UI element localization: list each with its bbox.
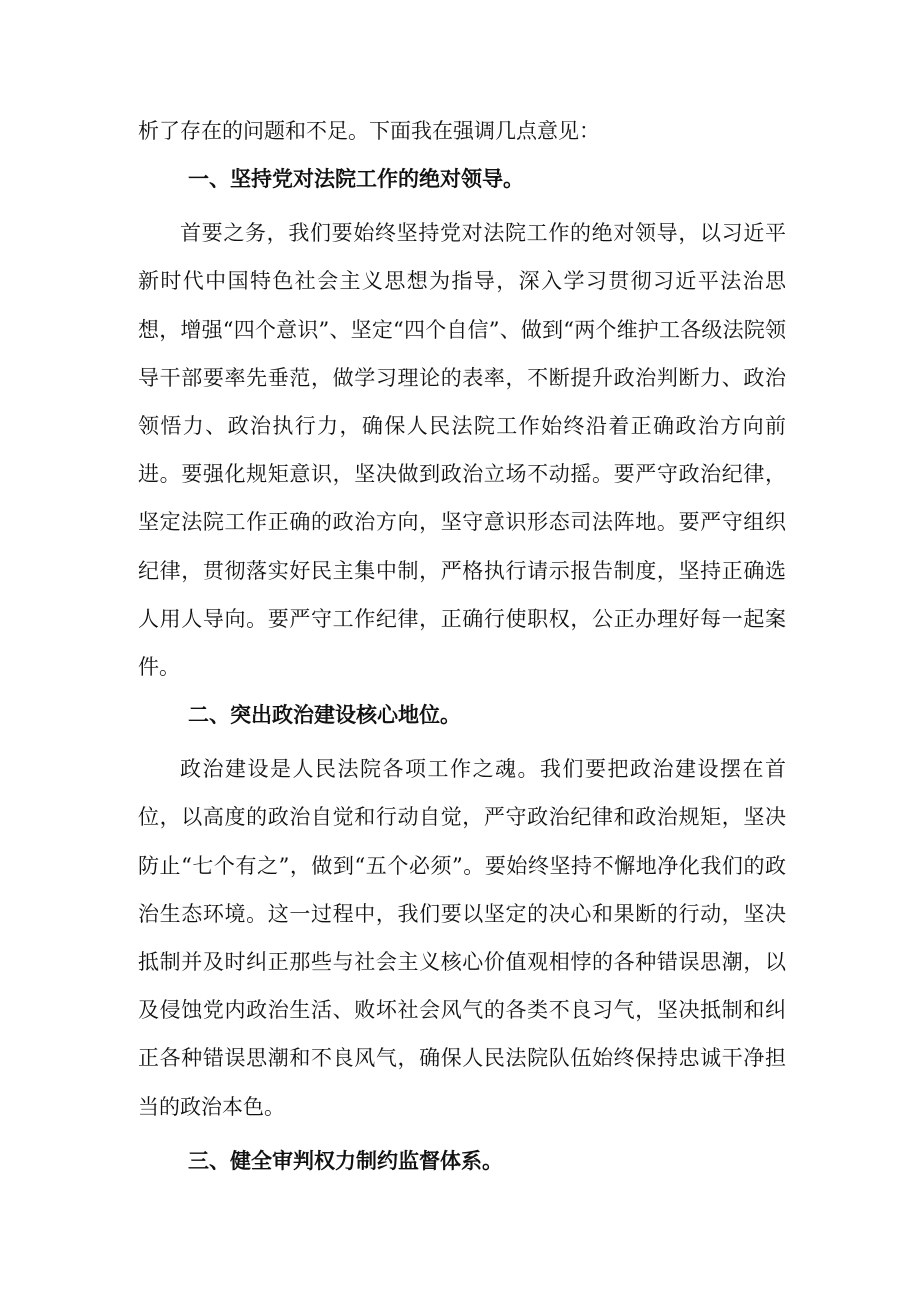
section-heading-2: 二、突出政治建设核心地位。 <box>188 703 461 728</box>
section-body-1: 首要之务，我们要始终坚持党对法院工作的绝对领导，以习近平新时代中国特色社会主义思想为指导，深入学习贯彻习近平法治思想，增强“四个意识”、坚定“四个自信”、做到“两个维护工各级法院领导干部要率先垂范，做学习理论的表率，不断提升政治判断力、政治领悟力、政治执行力，确保人民法院工作始终沿着正确政治方向前进。要强化规矩意识，坚决做到政治立场不动摇。要严守政治纪律，坚定法院工作正确的政治方向，坚守意识形态司法阵地。要严守组织纪律，贯彻落实好民主集中制，严格执行请示报告制度，坚持正确选人用人导向。要严守工作纪律，正确行使职权，公正办理好每一起案件。 <box>138 221 786 680</box>
section-body-2: 政治建设是人民法院各项工作之魂。我们要把政治建设摆在首位，以高度的政治自觉和行动自觉，严守政治纪律和政治规矩，坚决防止“七个有之”，做到“五个必须”。要始终坚持不懈地净化我们的政治生态环境。这一过程中，我们要以坚定的决心和果断的行动，坚决抵制并及时纠正那些与社会主义核心价值观相悖的各种错误思潮，以及侵蚀党内政治生活、败坏社会风气的各类不良习气，坚决抵制和纠正各种错误思潮和不良风气，确保人民法院队伍始终保持忠诚干净担当的政治本色。 <box>138 757 786 1119</box>
section-heading-1: 一、坚持党对法院工作的绝对领导。 <box>188 167 524 192</box>
section-heading-3: 三、健全审判权力制约监督体系。 <box>188 1148 503 1173</box>
document-body <box>138 107 786 1191</box>
opening-paragraph: 析了存在的问题和不足。下面我在强调几点意见： <box>138 119 600 143</box>
